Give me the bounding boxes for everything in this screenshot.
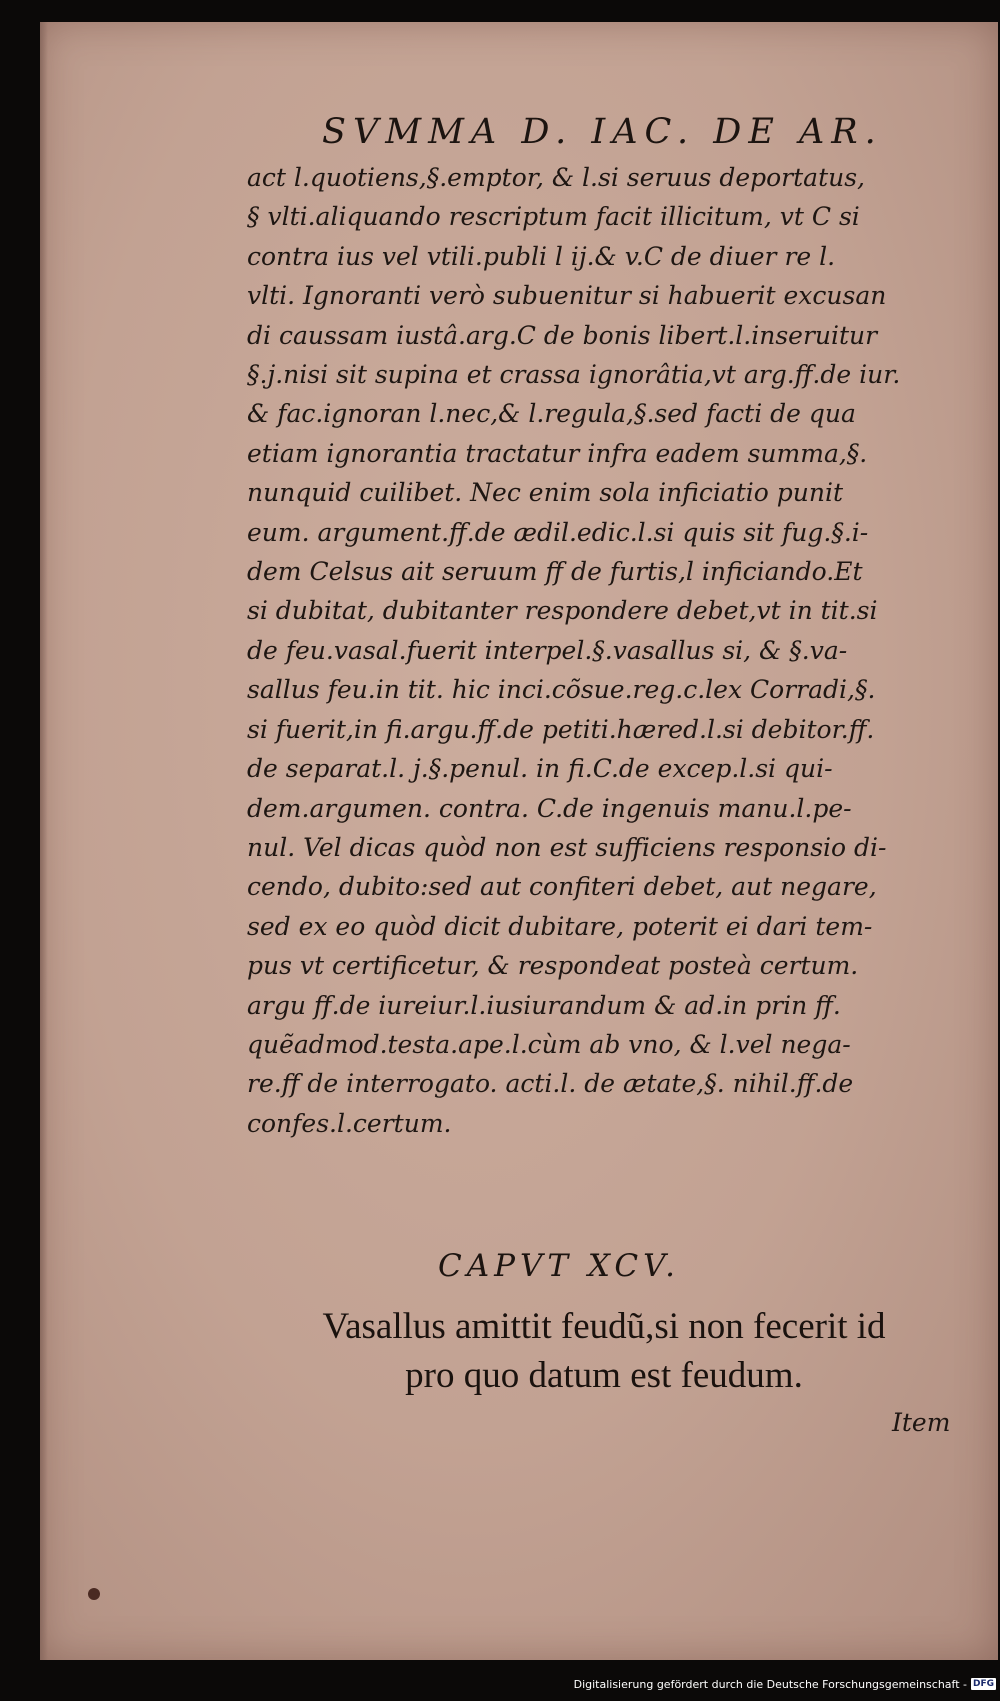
- text-line: si dubitat, dubitanter respondere debet,vt in tit.si: [247, 596, 878, 626]
- text-line: nul. Vel dicas quòd non est sufficiens responsio di-: [247, 832, 887, 862]
- text-line: vlti. Ignoranti verò subuenitur si habuerit excusan: [247, 281, 887, 311]
- dfg-logo-icon: DFG: [972, 1679, 994, 1689]
- text-line: quẽadmod.testa.ape.l.cùm ab vno, & l.vel nega-: [247, 1029, 851, 1059]
- heading-line: pro quo datum est feudum.: [405, 1355, 803, 1396]
- footer-credit: Digitalisierung gefördert durch die Deutsche Forschungsgemeinschaft -: [573, 1677, 967, 1691]
- text-line: cendo, dubito:sed aut confiteri debet, aut negare,: [247, 872, 877, 902]
- running-head: SVMMA D. IAC. DE AR.: [322, 112, 883, 152]
- chapter-label: CAPVT XCV.: [438, 1248, 680, 1284]
- text-line: contra ius vel vtili.publi l ij.& v.C de diuer re l.: [247, 241, 836, 271]
- digitization-footer: [574, 1667, 1000, 1701]
- text-line: & fac.ignoran l.nec,& l.regula,§.sed facti de qua: [247, 399, 856, 429]
- page-edge-shadow: [40, 22, 48, 1660]
- text-line: sed ex eo quòd dicit dubitare, poterit ei dari tem-: [247, 911, 873, 941]
- catchword: Item: [892, 1408, 951, 1437]
- text-line: nunquid cuilibet. Nec enim sola inficiatio punit: [247, 478, 844, 508]
- text-line: etiam ignorantia tractatur infra eadem summa,§.: [247, 438, 868, 468]
- text-line: dem Celsus ait seruum ff de furtis,l inficiando.Et: [247, 557, 863, 587]
- text-line: re.ff de interrogato. acti.l. de ætate,§. nihil.ff.de: [247, 1069, 854, 1099]
- text-line: di caussam iustâ.arg.C de bonis libert.l.inseruitur: [247, 320, 878, 350]
- text-line: act l.quotiens,§.emptor, & l.si seruus deportatus,: [247, 163, 866, 192]
- text-line: si fuerit,in fi.argu.ff.de petiti.hæred.l.si debitor.ff.: [247, 714, 875, 744]
- text-line: dem.argumen. contra. C.de ingenuis manu.l.pe-: [247, 793, 852, 823]
- text-line: pus vt certificetur, & respondeat posteà certum.: [247, 951, 859, 981]
- body-text: [247, 158, 947, 1143]
- heading-line: Vasallus amittit feudũ,si non fecerit id: [322, 1306, 886, 1347]
- text-line: § vlti.aliquando rescriptum facit illicitum, vt C si: [247, 202, 860, 232]
- chapter-heading: [244, 1302, 964, 1400]
- text-line: argu ff.de iureiur.l.iusiurandum & ad.in prin ff.: [247, 990, 841, 1020]
- text-line: confes.l.certum.: [247, 1108, 452, 1138]
- text-line: eum. argument.ff.de ædil.edic.l.si quis sit fug.§.i-: [247, 517, 869, 547]
- text-line: de separat.l. j.§.penul. in fi.C.de excep.l.si qui-: [247, 754, 833, 784]
- text-line: de feu.vasal.fuerit interpel.§.vasallus si, & §.va-: [247, 635, 848, 665]
- ink-stain: [88, 1588, 100, 1600]
- text-line: sallus feu.in tit. hic inci.cõsue.reg.c.lex Corradi,§.: [247, 675, 876, 705]
- text-line: §.j.nisi sit supina et crassa ignorâtia,vt arg.ff.de iur.: [247, 360, 901, 390]
